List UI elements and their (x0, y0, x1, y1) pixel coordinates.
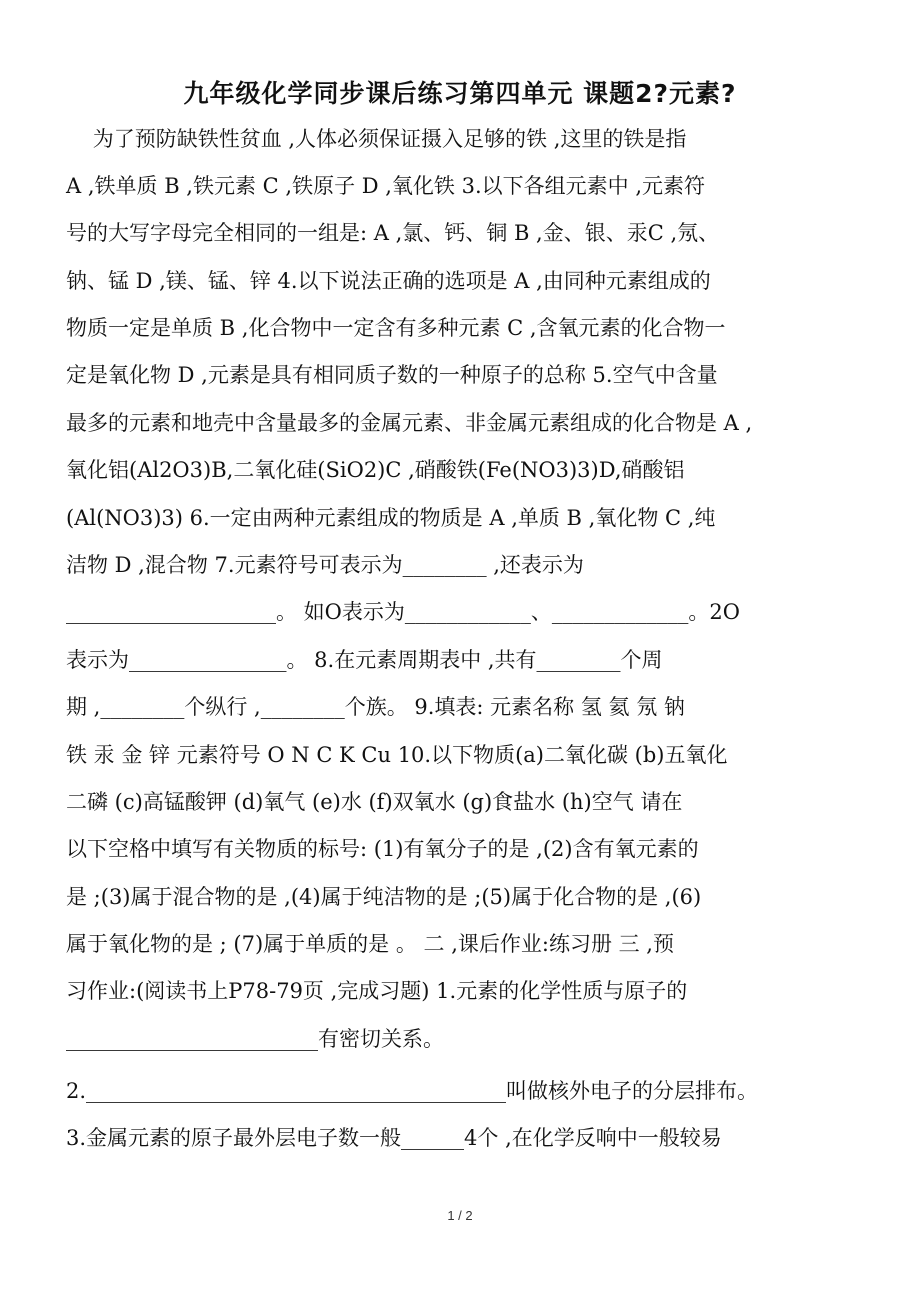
text-line: 期 ,________个纵行 ,________个族。 9.填表: 元素名称 氢 氦 氖 钠 (66, 695, 685, 719)
text-line: (Al(NO3)3) 6.一定由两种元素组成的物质是 A ,单质 B ,氧化物 C ,纯 (66, 506, 716, 530)
text-line: 属于氧化物的是 ; (7)属于单质的是 。 二 ,课后作业:练习册 三 ,预 (66, 932, 674, 956)
text-line: 号的大写字母完全相同的一组是: A ,氯、钙、铜 B ,金、银、汞C ,氖、 (66, 221, 720, 245)
text-line: 洁物 D ,混合物 7.元素符号可表示为________ ,还表示为 (66, 553, 584, 577)
text-line: ____________________。 如O表示为____________、_____________。2O (66, 600, 740, 624)
text-line: 氧化铝(Al2O3)B,二氧化硅(SiO2)C ,硝酸铁(Fe(NO3)3)D,硝酸铝 (66, 458, 685, 482)
text-line: 表示为_______________。 8.在元素周期表中 ,共有________个周 (66, 648, 663, 672)
text-line: 二磷 (c)高锰酸钾 (d)氧气 (e)水 (f)双氧水 (g)食盐水 (h)空气 请在 (66, 790, 683, 814)
text-line: 习作业:(阅读书上P78-79页 ,完成习题) 1.元素的化学性质与原子的 (66, 979, 688, 1003)
page-number: 1 / 2 (447, 1208, 473, 1223)
text-line: 为了预防缺铁性贫血 ,人体必须保证摄入足够的铁 ,这里的铁是指 (66, 127, 687, 151)
text-line: A ,铁单质 B ,铁元素 C ,铁原子 D ,氧化铁 3.以下各组元素中 ,元素符 (66, 174, 705, 198)
text-line: 定是氧化物 D ,元素是具有相同质子数的一种原子的总称 5.空气中含量 (66, 363, 718, 387)
text-line: 物质一定是单质 B ,化合物中一定含有多种元素 C ,含氧元素的化合物一 (66, 316, 726, 340)
text-line: 最多的元素和地壳中含量最多的金属元素、非金属元素组成的化合物是 A , (66, 411, 753, 435)
text-line: 钠、锰 D ,镁、锰、锌 4.以下说法正确的选项是 A ,由同种元素组成的 (66, 269, 711, 293)
document-title: 九年级化学同步课后练习第四单元 课题2?元素? (183, 79, 737, 108)
text-line: 是 ;(3)属于混合物的是 ,(4)属于纯洁物的是 ;(5)属于化合物的是 ,(6) (66, 885, 702, 909)
text-line: ________________________有密切关系。 (66, 1027, 444, 1051)
text-line: 2.________________________________________叫做核外电子的分层排布。 (66, 1079, 759, 1103)
text-line: 以下空格中填写有关物质的标号: (1)有氧分子的是 ,(2)含有氧元素的 (66, 837, 699, 861)
text-line: 铁 汞 金 锌 元素符号 O N C K Cu 10.以下物质(a)二氧化碳 (b)五氧化 (66, 743, 728, 767)
text-line: 3.金属元素的原子最外层电子数一般______4个 ,在化学反响中一般较易 (66, 1126, 722, 1150)
